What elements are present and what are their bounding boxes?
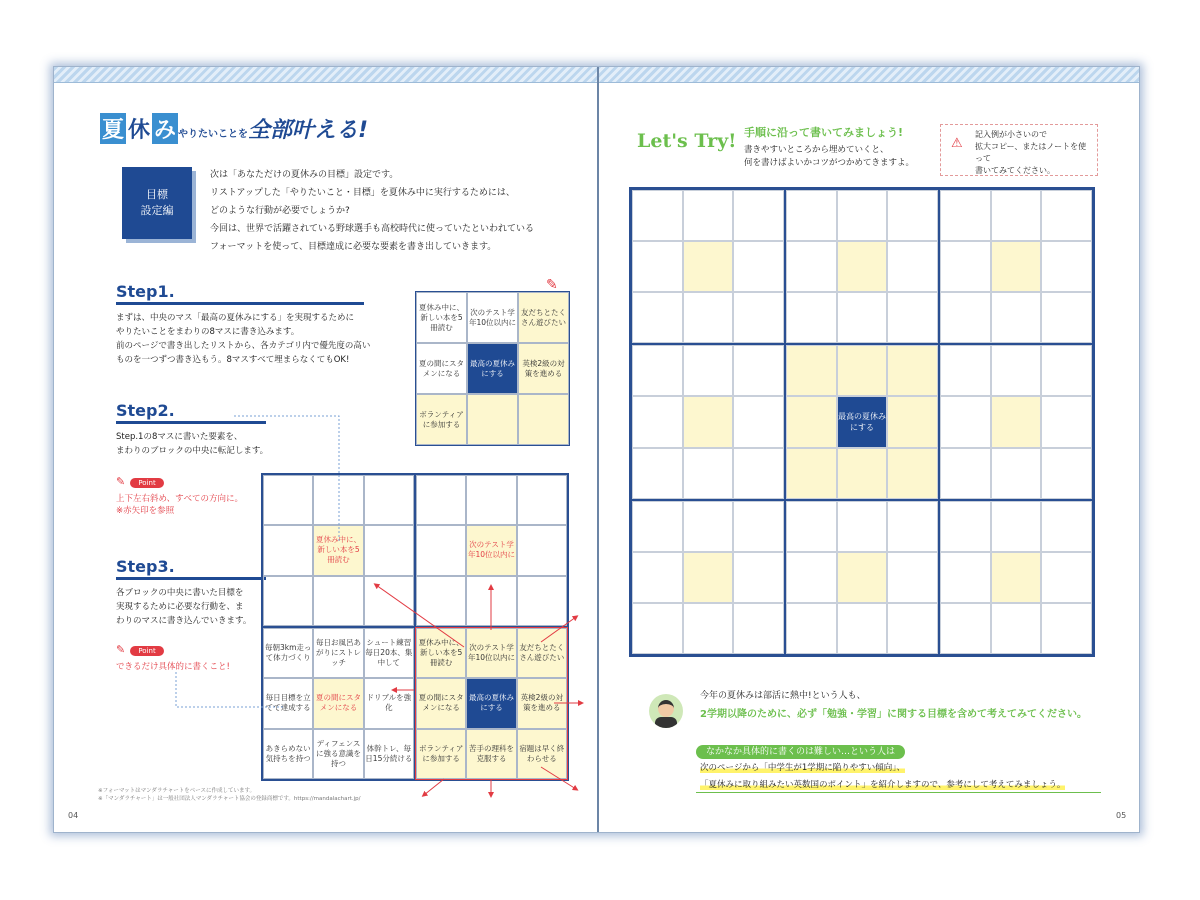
step3-line: 実現するために必要な行動を、ま: [116, 602, 244, 612]
write-cell[interactable]: [683, 292, 734, 343]
write-cell[interactable]: [786, 603, 837, 654]
write-cell-center[interactable]: [683, 552, 734, 603]
write-cell[interactable]: [991, 448, 1042, 499]
footnote-line: ※「マンダラチャート」は一般社団法人マンダラチャート協会の登録商標です。https://mandalachart.jp/: [98, 796, 361, 802]
grid-cell: ボランティアに参加する: [416, 729, 466, 779]
step1-line: まずは、中央のマス「最高の夏休みにする」を実現するために: [116, 313, 355, 323]
step3-line: 各ブロックの中央に書いた目標を: [116, 588, 244, 598]
blank-mandala-grid: [629, 187, 1095, 657]
write-cell[interactable]: [940, 448, 991, 499]
write-cell[interactable]: [940, 603, 991, 654]
write-cell[interactable]: [683, 345, 734, 396]
mandala-block: [785, 500, 939, 655]
write-cell-center[interactable]: [837, 552, 888, 603]
write-cell[interactable]: [887, 190, 938, 241]
step2-heading: Step2.: [116, 401, 266, 424]
step3-line: わりのマスに書き込んでいきます。: [116, 616, 252, 626]
write-cell[interactable]: [733, 190, 784, 241]
write-cell[interactable]: [632, 241, 683, 292]
write-cell[interactable]: [991, 501, 1042, 552]
step3-heading: Step3.: [116, 557, 266, 580]
write-cell[interactable]: [632, 396, 683, 447]
write-cell[interactable]: [1041, 292, 1092, 343]
pencil-icon: ✎: [116, 475, 126, 488]
grid-cell: 毎日お風呂あがりにストレッチ: [313, 628, 363, 678]
pencil-icon: ✎: [546, 277, 558, 293]
write-cell[interactable]: [786, 501, 837, 552]
write-cell-center[interactable]: [683, 241, 734, 292]
footnotes: [98, 787, 361, 803]
grid-cell: ボランティアに参加する: [416, 394, 467, 445]
write-cell[interactable]: [786, 552, 837, 603]
grid-cell: 体幹トレ、毎日15分続ける: [364, 729, 414, 779]
page-number-left: 04: [68, 811, 79, 820]
grid-cell: 次のテスト学年10位以内に: [466, 525, 516, 575]
arrows-overlay: [54, 67, 597, 834]
arrow-down-left: [424, 779, 444, 795]
write-cell[interactable]: [632, 345, 683, 396]
write-cell-center[interactable]: [991, 552, 1042, 603]
grid-cell: 友だちとたくさん遊びたい: [517, 628, 567, 678]
mandala-block: [939, 344, 1093, 499]
write-cell[interactable]: [837, 292, 888, 343]
grid-cell: 次のテスト学年10位以内に: [467, 292, 518, 343]
step1-line: やりたいことをまわりの8マスに書き込みます。: [116, 327, 300, 337]
write-cell[interactable]: [887, 396, 938, 447]
step2-line: まわりのブロックの中央に転記します。: [116, 446, 269, 456]
write-cell[interactable]: [786, 396, 837, 447]
footer-emphasis-line: 2学期以降のために、必ず「勉強・学習」に関する目標を含めて考えてみてください。: [700, 709, 1087, 720]
note-line: 拡大コピー、またはノートを使って: [975, 142, 1087, 163]
footer-ref-2: [700, 777, 1065, 793]
write-cell-center[interactable]: [683, 396, 734, 447]
red-note-line: 上下左右斜め、すべての方向に。: [116, 494, 243, 504]
grid-cell: 毎朝3km走って体力づくり: [263, 628, 313, 678]
write-cell[interactable]: [887, 501, 938, 552]
instruction-heading: 手順に沿って書いてみましょう!: [744, 126, 904, 139]
write-cell[interactable]: [632, 552, 683, 603]
grid-cell: 英検2級の対策を進める: [518, 343, 569, 394]
grid-cell: 夏の間にスタメンになる: [416, 678, 466, 728]
grid-center-cell: 最高の夏休みにする: [467, 343, 518, 394]
enlarge-copy-note: [940, 124, 1098, 176]
note-line: 書いてみてください。: [975, 166, 1055, 175]
instruction-subtext: [744, 144, 914, 170]
write-cell[interactable]: [733, 345, 784, 396]
page-number-right: 05: [1116, 811, 1127, 820]
grid-cell: 宿題は早く終わらせる: [517, 729, 567, 779]
magazine-spread: [53, 66, 1140, 833]
write-cell[interactable]: [940, 190, 991, 241]
write-cell[interactable]: [991, 190, 1042, 241]
grid-cell: 夏休み中に、新しい本を5冊読む: [313, 525, 363, 575]
intro-line: 次は「あなただけの夏休みの目標」設定です。: [210, 170, 399, 180]
grid-cell: シュート練習毎日20本、集中して: [364, 628, 414, 678]
instruction-line: 何を書けばよいかコツがつかめてきますよ。: [744, 158, 915, 168]
write-cell[interactable]: [733, 603, 784, 654]
mandala-block: [785, 189, 939, 344]
mandala-block: [631, 500, 785, 655]
write-cell[interactable]: [733, 501, 784, 552]
arrow-down-right: [541, 767, 576, 789]
write-cell[interactable]: [940, 501, 991, 552]
write-cell[interactable]: [837, 501, 888, 552]
title-small-text: やりたいことを: [178, 129, 249, 140]
write-cell[interactable]: [1041, 241, 1092, 292]
arrow-up-right: [541, 617, 576, 642]
write-cell-center[interactable]: [837, 241, 888, 292]
grid-cell: ディフェンスに強る意識を持つ: [313, 729, 363, 779]
write-cell[interactable]: [991, 292, 1042, 343]
intro-line: どのような行動が必要でしょうか?: [210, 206, 350, 216]
grid-cell: 友だちとたくさん遊びたい: [518, 292, 569, 343]
point-badge: Point: [130, 646, 163, 656]
write-cell[interactable]: [887, 448, 938, 499]
write-cell-center[interactable]: [991, 241, 1042, 292]
lets-try-heading: Let's Try!: [637, 130, 737, 152]
title-char-box: 夏: [100, 113, 126, 144]
write-cell[interactable]: [1041, 396, 1092, 447]
write-cell[interactable]: [632, 603, 683, 654]
grid-cell: 英検2級の対策を進める: [517, 678, 567, 728]
teacher-avatar: [649, 694, 683, 728]
hint-pill: なかなか具体的に書くのは難しい…という人は: [696, 745, 905, 759]
grid-cell: 次のテスト学年10位以内に: [466, 628, 516, 678]
footer-divider: [696, 792, 1101, 793]
write-cell[interactable]: [1041, 501, 1092, 552]
write-cell[interactable]: [887, 603, 938, 654]
write-cell[interactable]: [991, 345, 1042, 396]
write-cell[interactable]: [1041, 552, 1092, 603]
footer-ref-text: 次のページから「中学生が1学期に陥りやすい傾向」、: [700, 763, 905, 773]
grid-cell: 苦手の理科を克服する: [466, 729, 516, 779]
title-char: 休: [126, 113, 152, 144]
dotted-connector: [234, 416, 339, 541]
mandala-block: [631, 344, 785, 499]
note-line: 記入例が小さいので: [975, 130, 1047, 139]
write-cell[interactable]: [786, 241, 837, 292]
step1-heading: Step1.: [116, 282, 364, 305]
dotted-connector: [176, 672, 284, 707]
instruction-line: 書きやすいところから埋めていくと、: [744, 145, 889, 155]
write-cell[interactable]: [887, 552, 938, 603]
write-cell[interactable]: [1041, 190, 1092, 241]
write-cell[interactable]: [940, 552, 991, 603]
point-badge: Point: [130, 478, 163, 488]
title-main-text: 全部叶える!: [248, 118, 369, 143]
write-cell[interactable]: [786, 448, 837, 499]
write-cell[interactable]: [940, 396, 991, 447]
title-char-box: み: [152, 113, 178, 144]
write-cell[interactable]: [733, 241, 784, 292]
write-cell[interactable]: [733, 396, 784, 447]
write-cell[interactable]: [940, 345, 991, 396]
page-spine: [597, 67, 599, 832]
write-cell[interactable]: [887, 292, 938, 343]
grid-cell: 毎日目標を立てて達成する: [263, 678, 313, 728]
hint-pill-wrap: [696, 739, 905, 758]
mandala-block-center: [785, 344, 939, 499]
tag-line: 設定編: [140, 204, 174, 217]
warning-icon: ⚠: [951, 136, 963, 151]
grid-cell: 夏の間にスタメンになる: [313, 678, 363, 728]
write-cell[interactable]: [837, 603, 888, 654]
write-cell[interactable]: [837, 190, 888, 241]
mandala-block: [939, 500, 1093, 655]
grid-cell: 夏休み中に、新しい本を5冊読む: [416, 292, 467, 343]
center-goal-cell: 最高の夏休みにする: [837, 396, 888, 447]
write-cell[interactable]: [786, 345, 837, 396]
write-cell[interactable]: [1041, 603, 1092, 654]
write-cell[interactable]: [940, 241, 991, 292]
avatar-face: [658, 700, 674, 717]
write-cell[interactable]: [683, 190, 734, 241]
grid-cell: ドリブルを強化: [364, 678, 414, 728]
write-cell[interactable]: [837, 345, 888, 396]
step2-line: Step.1の8マスに書いた要素を、: [116, 432, 243, 442]
arrow-up-left: [376, 585, 464, 647]
write-cell[interactable]: [683, 603, 734, 654]
write-cell[interactable]: [837, 448, 888, 499]
write-cell[interactable]: [632, 292, 683, 343]
grid-cell: 夏休み中に、新しい本を5冊読む: [416, 628, 466, 678]
write-cell[interactable]: [1041, 345, 1092, 396]
grid-cell: 夏の間にスタメンになる: [416, 343, 467, 394]
write-cell[interactable]: [632, 501, 683, 552]
step1-line: ものを一つずつ書き込もう。8マスすべて埋まらなくてもOK!: [116, 355, 350, 365]
intro-line: 今回は、世界で活躍されている野球選手も高校時代に使っていたといわれている: [210, 224, 535, 234]
step3-red-note: できるだけ具体的に書くこと!: [116, 662, 230, 672]
write-cell[interactable]: [632, 190, 683, 241]
write-cell[interactable]: [786, 190, 837, 241]
write-cell[interactable]: [940, 292, 991, 343]
footer-ref-text: 「夏休みに取り組みたい英数国のポイント」を紹介しますので、参考にして考えてみましょう。: [700, 780, 1066, 790]
grid-center-cell: 最高の夏休みにする: [466, 678, 516, 728]
write-cell[interactable]: [991, 603, 1042, 654]
footnote-line: ※フォーマットはマンダラチャートをベースに作成しています。: [98, 788, 256, 794]
write-cell[interactable]: [632, 448, 683, 499]
mandala-block: [939, 189, 1093, 344]
footer-line: 今年の夏休みは部活に熱中!という人も、: [700, 691, 866, 701]
write-cell[interactable]: [733, 292, 784, 343]
tag-line: 目標: [146, 187, 168, 201]
write-cell[interactable]: [786, 292, 837, 343]
write-cell[interactable]: [683, 448, 734, 499]
red-note-line: ※赤矢印を参照: [116, 506, 175, 516]
avatar-suit: [655, 717, 677, 728]
write-cell[interactable]: [683, 501, 734, 552]
mandala-block: [631, 189, 785, 344]
pencil-icon: ✎: [116, 643, 126, 656]
write-cell-center[interactable]: [991, 396, 1042, 447]
grid-cell: あきらめない気持ちを持つ: [263, 729, 313, 779]
write-cell[interactable]: [733, 552, 784, 603]
footer-ref-1: [700, 760, 905, 776]
step1-line: 前のページで書き出したリストから、各カテゴリ内で優先度の高い: [116, 341, 371, 351]
write-cell[interactable]: [1041, 448, 1092, 499]
write-cell[interactable]: [887, 345, 938, 396]
intro-line: リストアップした「やりたいこと・目標」を夏休み中に実行するためには、: [210, 188, 515, 198]
intro-line: フォーマットを使って、目標達成に必要な要素を書き出していきます。: [210, 242, 497, 252]
write-cell[interactable]: [887, 241, 938, 292]
write-cell[interactable]: [733, 448, 784, 499]
